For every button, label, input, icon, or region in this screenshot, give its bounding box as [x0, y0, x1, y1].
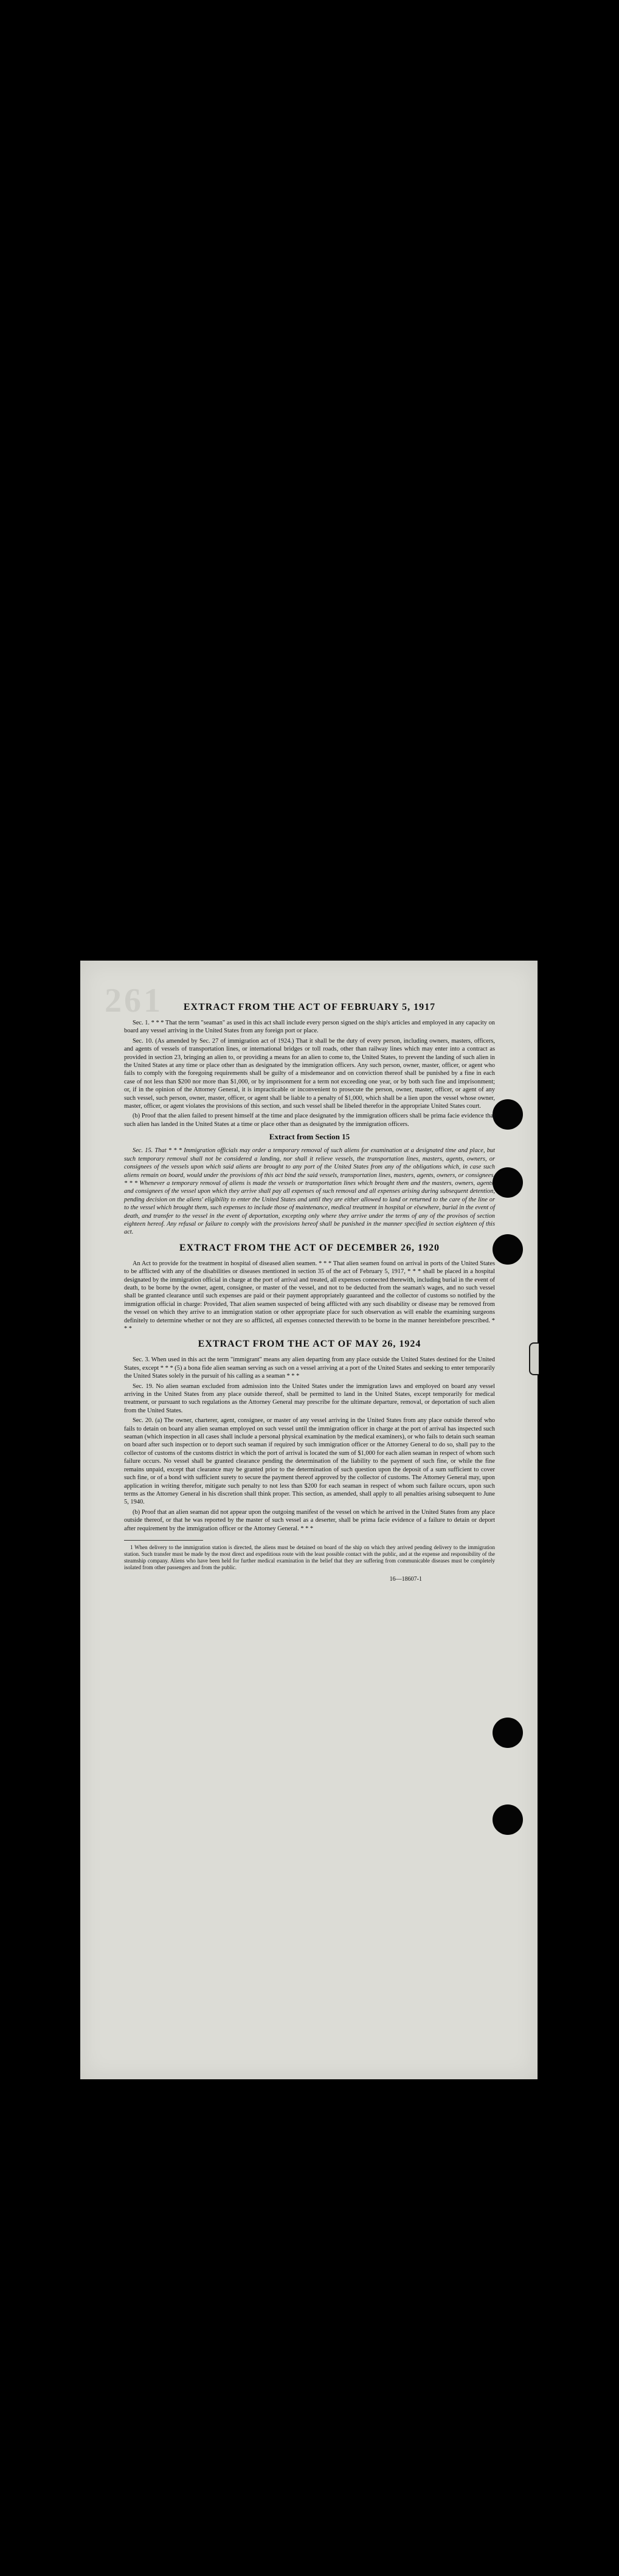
- paragraph: An Act to provide for the treatment in hospital of diseased alien seamen. * * * That alien seamen found on arrival in ports of the United States to be afflicted with any of the disabilities or diseases mentioned in section 35 of the act of February 5, 1917, * * * shall be placed in a hospital designated by the immigration official in charge at the port of arrival and treated, all expenses connected therewith, including burial in the event of death, to be borne by the owner, agent, consignee, or master of the vessel, and not to be deducted from the seaman's wages, and no such vessel shall be granted clearance until such expenses are paid or their payment appropriately guaranteed and the collector of customs so notified by the immigration official in charge: Provided, That alien seamen suspected of being afflicted with any such disability or disease may be removed from the vessel on which they arrive to an immigration station or other appropriate place for such observation as will enable the examining surgeons definitely to determine whether or not they are so afflicted, all expenses connected therewith to be borne in the manner hereinbefore prescribed. * * *: [124, 1260, 495, 1332]
- paragraph: Sec. 19. No alien seaman excluded from admission into the United States under the immigration laws and employed on board any vessel arriving in the United States from any place outside thereof, shall be permitted to land in the United States, except temporarily for medical treatment, or pursuant to such regulations as the Attorney General may prescribe for the ultimate departure, removal, or deportation of such alien from the United States.: [124, 1383, 495, 1414]
- paragraph: Sec. 1. * * * That the term "seaman" as used in this act shall include every person signed on the ship's articles and employed in any capacity on board any vessel arriving in the United States from any foreign port or place.: [124, 1020, 495, 1035]
- document-number: 16—18607-1: [389, 1575, 422, 1583]
- section-heading-act-1920: EXTRACT FROM THE ACT OF DECEMBER 26, 1920: [179, 1242, 440, 1253]
- bleed-through-mark: 261: [105, 982, 163, 1020]
- punch-hole: [493, 1718, 523, 1748]
- paragraph: (b) Proof that the alien failed to present himself at the time and place designated by the immigration officers shall be prima facie evidence that such alien has landed in the United States at a time or place other than as designated by the immigration officers.: [124, 1113, 495, 1128]
- paragraph: (b) Proof that an alien seaman did not appear upon the outgoing manifest of the vessel on which he arrived in the United States from any place outside thereof, or that he was reported by the master of such vessel as a deserter, shall be prima facie evidence of a failure to detain or deport after requirement by the immigration officer or the Attorney General. * * *: [124, 1508, 495, 1532]
- punch-hole: [493, 1099, 523, 1130]
- footnote-divider: [124, 1540, 203, 1541]
- punch-hole: [493, 1804, 523, 1835]
- document-page: [80, 961, 538, 2079]
- paragraph: Sec. 20. (a) The owner, charterer, agent, consignee, or master of any vessel arriving in the United States from any place outside thereof who fails to detain on board any alien seaman employed on such vessel until the immigration officer in charge at the port of arrival has inspected such seaman (which inspection in all cases shall include a personal physical examination by the medical examiners), or who fails to detain such seaman on board after such inspection or to deport such seaman if required by such immigration officer or the Attorney General to do so, shall pay to the collector of customs of the customs district in which the port of arrival is located the sum of $1,000 for each alien seaman in respect of whom such failure occurs. No vessel shall be granted clearance pending the determination of the liability to the payment of such fine, or while the fine remains unpaid, except that clearance may be granted prior to the determination of such question upon the deposit of a sum sufficient to cover such fine, or of a bond with sufficient surety to secure the payment thereof approved by the collector of customs. The Attorney General may, upon application in writing therefor, mitigate such penalty to not less than $200 for each seaman in respect of whom such failure occurs, upon such terms as the Attorney General in his discretion shall think proper. This section, as amended, shall apply to all penalties arising subsequent to June 5, 1940.: [124, 1417, 495, 1506]
- section-heading-act-1924: EXTRACT FROM THE ACT OF MAY 26, 1924: [198, 1339, 421, 1350]
- punch-hole: [493, 1234, 523, 1265]
- document-content: [124, 1002, 495, 1583]
- punch-hole: [493, 1167, 523, 1198]
- section-heading-section-15: Extract from Section 15: [269, 1132, 350, 1142]
- paragraph: Sec. 10. (As amended by Sec. 27 of immigration act of 1924.) That it shall be the duty of every person, including owners, masters, officers, and agents of vessels of transportation lines, or international bridges or toll roads, other than railway lines which may enter into a contract as provided in section 23, bringing an alien to, or providing a means for an alien to come to, the United States, to prevent the landing of such alien in the United States at any time or place other than as designated by the immigration officers. Any such person, owner, master, officer, or agent who fails to comply with the foregoing requirements shall be guilty of a misdemeanor and on conviction thereof shall be punished by a fine in each case of not less than $200 nor more than $1,000, or by imprisonment for a term not exceeding one year, or by both such fine and imprisonment; or, if in the opinion of the Attorney General, it is impracticable or inconvenient to prosecute the person, owner, master, officer, or agent of any such vessel, such person, owner, master, officer, or agent shall be liable to a penalty of $1,000, which shall be a lien upon the vessel whose owner, master, officer, or agent violates the provisions of this section, and such vessel shall be libeled therefor in the appropriate United States court.: [124, 1037, 495, 1110]
- footnote: 1 When delivery to the immigration station is directed, the aliens must be detained on board of the ship on which they arrived pending delivery to the immigration station. Such transfer must be made by the most direct and expeditious route with the least possible contact with the public, and at the expense and responsibility of the steamship company. Aliens who have been held for further medical examination in the belief that they are suffering from communicable diseases must be completely isolated from other passengers and from the public.: [124, 1544, 495, 1570]
- section-heading-act-1917: EXTRACT FROM THE ACT OF FEBRUARY 5, 1917: [183, 1002, 436, 1012]
- paper-clip: [529, 1342, 539, 1375]
- paragraph: Sec. 3. When used in this act the term "immigrant" means any alien departing from any place outside the United States destined for the United States, except * * * (5) a bona fide alien seaman serving as such on a vessel arriving at a port of the United States and seeking to enter temporarily the United States solely in the pursuit of his calling as a seaman * * *: [124, 1356, 495, 1380]
- paragraph: Sec. 15. That * * * Immigration officials may order a temporary removal of such aliens for examination at a designated time and place, but such temporary removal shall not be considered a landing, nor shall it relieve vessels, the transportation lines, masters, agents, owners, or consignees of the vessels upon which said aliens are brought to any port of the United States from any of the obligations which, in case such aliens remain on board, would under the provisions of this act bind the said vessels, transportation lines, masters, agents, owners, or consignees. * * * Whenever a temporary removal of aliens is made the vessels or transportation lines which brought them and the masters, owners, agents, and consignees of the vessel upon which they arrive shall pay all expenses of such removal and all expenses arising during subsequent detention, pending decision on the aliens' eligibility to enter the United States and until they are either allowed to land or returned to the care of the line or to the vessel which brought them, such expenses to include those of maintenance, medical treatment in hospital or elsewhere, burial in the event of death, and transfer to the vessel in the event of deportation, excepting only where they arrive under the terms of any of the provisos of section eighteen hereof. Any refusal or failure to comply with the provisions hereof shall be punished in the manner specified in section eighteen of this act.: [124, 1147, 495, 1236]
